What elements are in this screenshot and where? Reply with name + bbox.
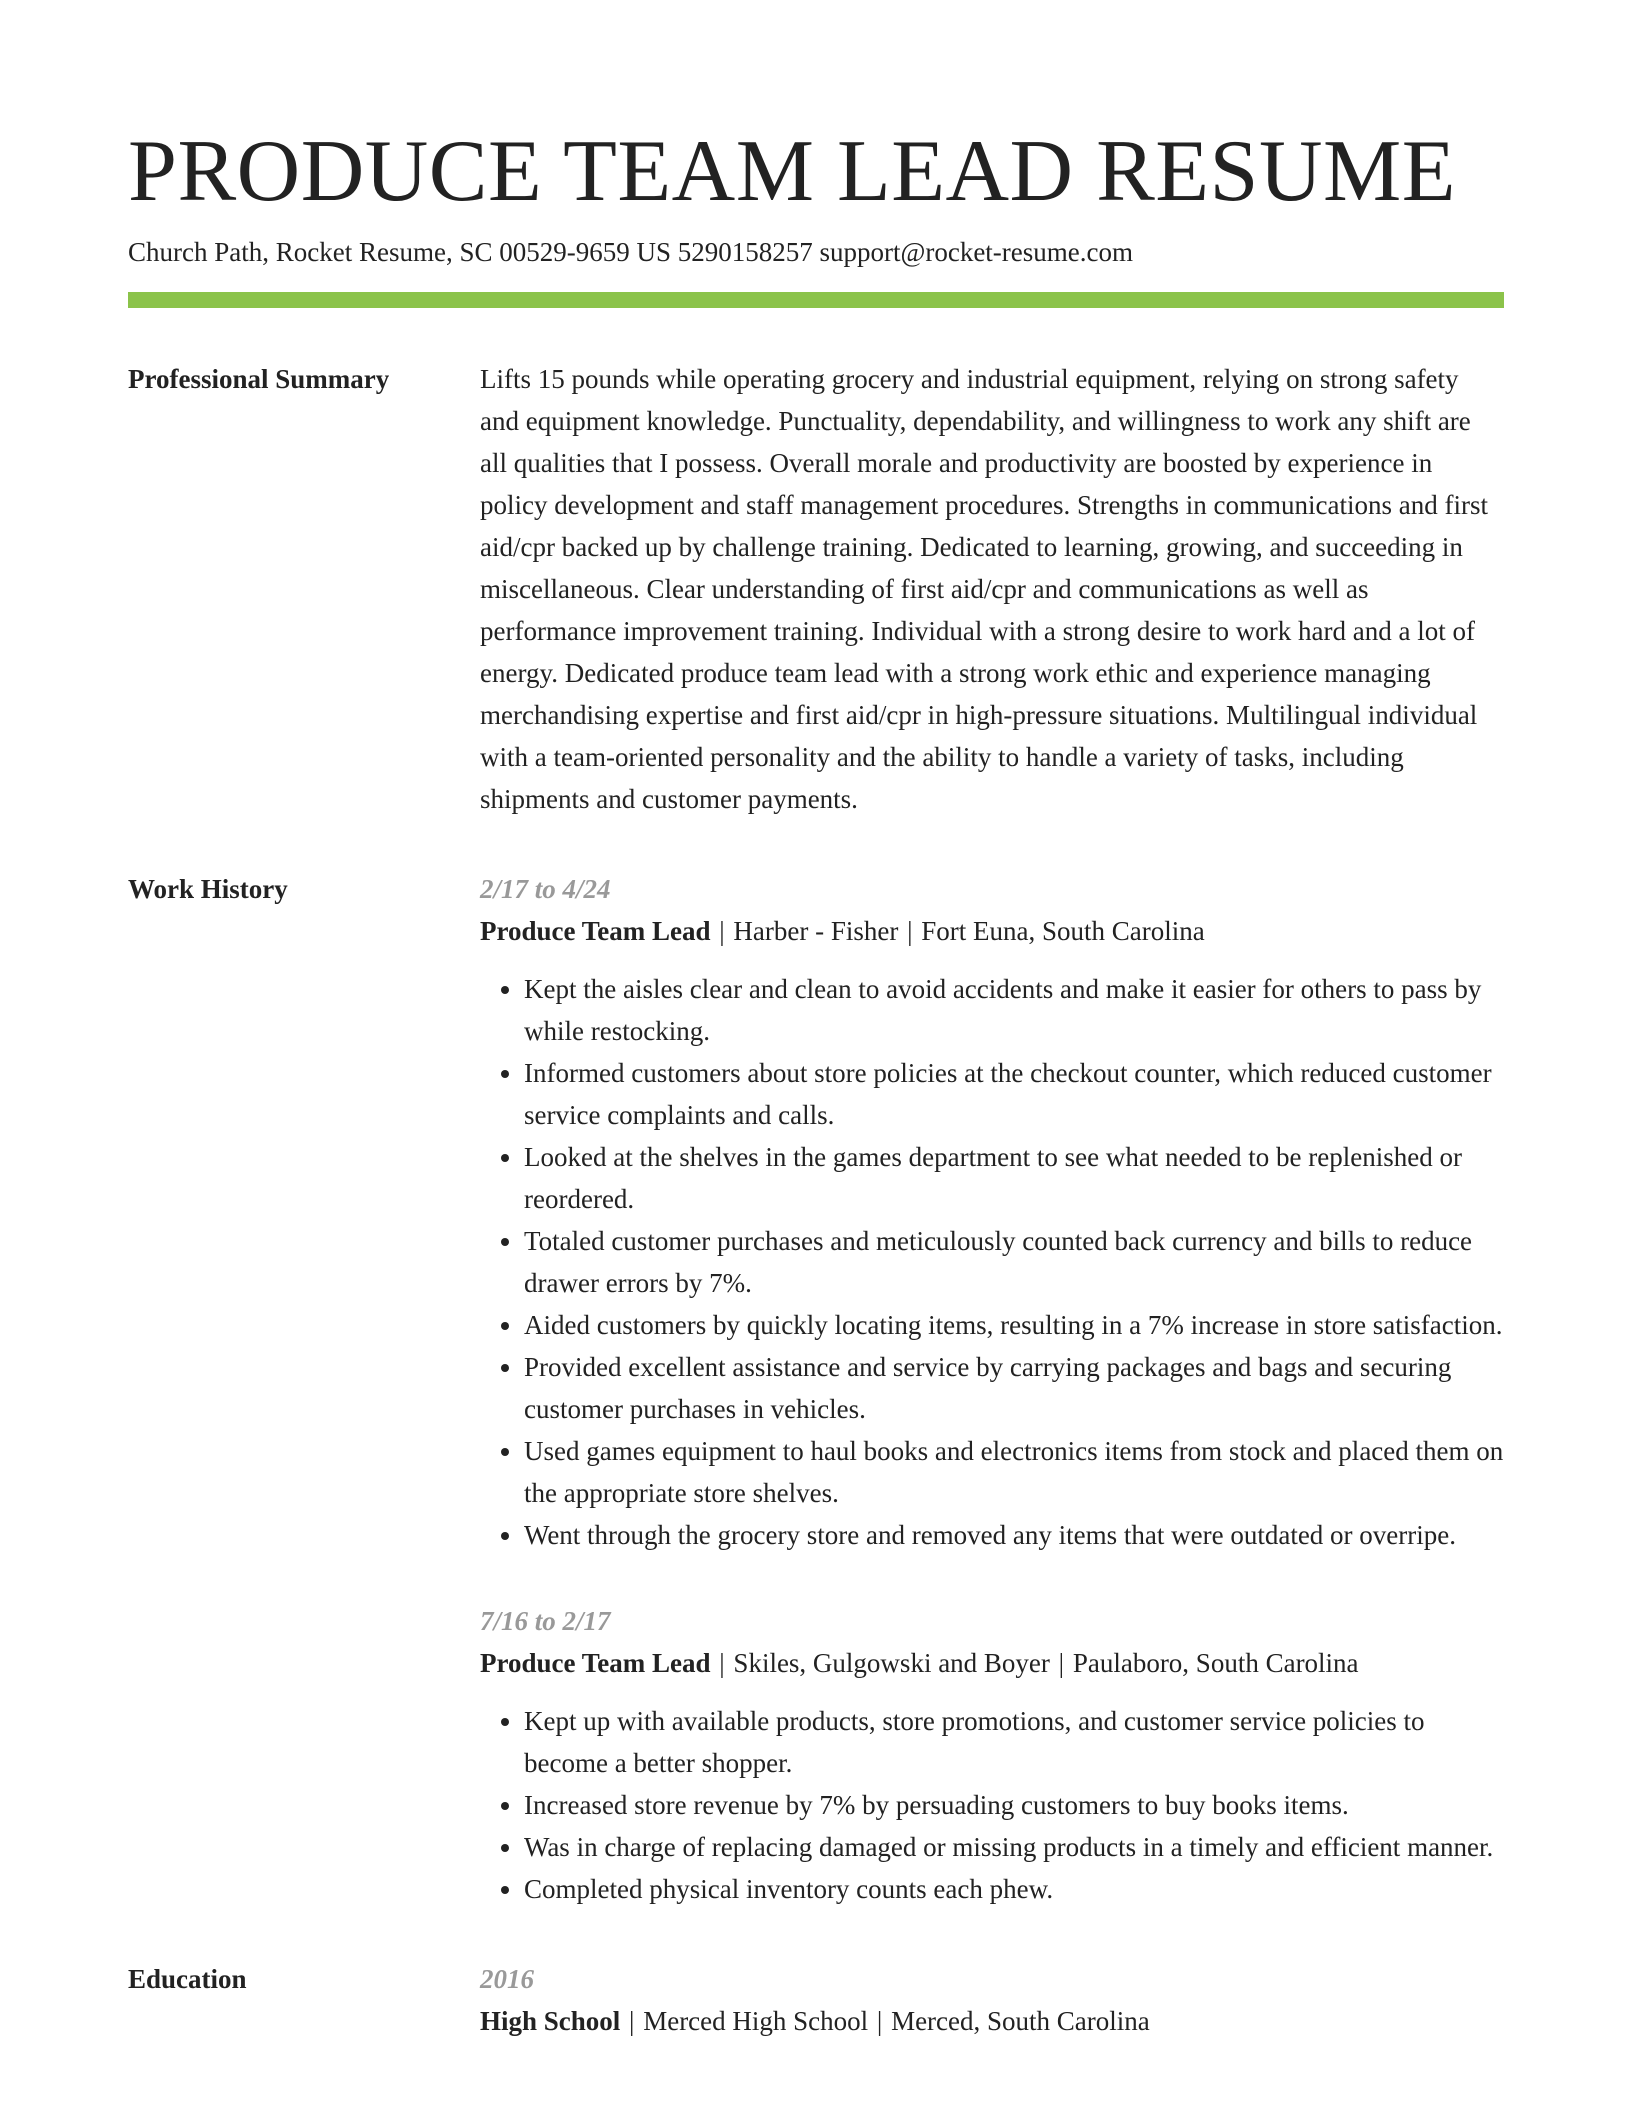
work-history-section xyxy=(128,868,1504,1910)
job-bullet: • Used games equipment to haul books and electronics items from stock and placed them on the appropriate store shelves. xyxy=(524,1430,1504,1514)
contact-address: Church Path, Rocket Resume, SC 00529-9659 US xyxy=(128,237,671,267)
resume-page xyxy=(128,120,1504,2042)
education-heading: Education xyxy=(128,1964,247,1994)
job-bullet: • Kept the aisles clear and clean to avoid accidents and make it easier for others to pass by while restocking. xyxy=(524,968,1504,1052)
job-bullet: • Kept up with available products, store promotions, and customer service policies to become a better shopper. xyxy=(524,1700,1504,1784)
job-bullet: • Went through the grocery store and removed any items that were outdated or overripe. xyxy=(524,1514,1504,1556)
job-location: Paulaboro, South Carolina xyxy=(1072,1648,1359,1678)
contact-phone: 5290158257 xyxy=(677,237,813,267)
job-separator: | xyxy=(907,916,913,946)
job-title-line xyxy=(480,1642,1504,1684)
job-role: Produce Team Lead xyxy=(480,1648,711,1678)
contact-line xyxy=(128,232,1504,272)
job-bullet: • Looked at the shelves in the games department to see what needed to be replenished or reordered. xyxy=(524,1136,1504,1220)
job-title-line xyxy=(480,910,1504,952)
resume-title: PRODUCE TEAM LEAD RESUME xyxy=(128,123,1457,220)
summary-section xyxy=(128,358,1504,820)
work-history-body xyxy=(480,868,1504,1910)
job-separator: | xyxy=(1058,1648,1065,1678)
job-dates: 2/17 to 4/24 xyxy=(480,874,611,904)
education-section xyxy=(128,1958,1504,2042)
summary-heading: Professional Summary xyxy=(128,364,390,394)
work-history-heading: Work History xyxy=(128,874,288,904)
job-bullet-list xyxy=(480,1700,1504,1910)
job-entry xyxy=(480,1600,1504,1910)
job-dates: 7/16 to 2/17 xyxy=(480,1606,611,1636)
education-body xyxy=(480,1958,1504,2042)
education-separator: | xyxy=(876,2006,883,2036)
education-school: Merced High School xyxy=(643,2006,869,2036)
job-role: Produce Team Lead xyxy=(480,916,711,946)
job-bullet: • Provided excellent assistance and service by carrying packages and bags and securing customer purchases in vehicles. xyxy=(524,1346,1504,1430)
education-entry xyxy=(480,1958,1504,2042)
contact-email[interactable]: support@rocket-resume.com xyxy=(819,237,1134,267)
education-location: Merced, South Carolina xyxy=(891,2006,1150,2036)
job-separator: | xyxy=(719,916,725,946)
education-line xyxy=(480,2000,1504,2042)
job-company: Skiles, Gulgowski and Boyer xyxy=(733,1648,1050,1678)
job-location: Fort Euna, South Carolina xyxy=(921,916,1205,946)
job-company: Harber - Fisher xyxy=(733,916,899,946)
job-bullet: • Informed customers about store policies at the checkout counter, which reduced customer service complaints and calls. xyxy=(524,1052,1504,1136)
job-bullet: • Completed physical inventory counts each phew. xyxy=(524,1868,1504,1910)
job-bullet: • Increased store revenue by 7% by persuading customers to buy books items. xyxy=(524,1784,1504,1826)
education-dates: 2016 xyxy=(480,1964,534,1994)
header-divider xyxy=(128,292,1504,308)
summary-text: Lifts 15 pounds while operating grocery and industrial equipment, relying on strong safety and equipment knowledge. Punctuality, dependability, and willingness to work any shift are all qualities that I possess. Overall morale and productivity are boosted by experience in policy development and staff management procedures. Strengths in communications and first aid/cpr backed up by challenge training. Dedicated to learning, growing, and succeeding in miscellaneous. Clear understanding of first aid/cpr and communications as well as performance improvement training. Individual with a strong desire to work hard and a lot of energy. Dedicated produce team lead with a strong work ethic and experience managing merchandising expertise and first aid/cpr in high-pressure situations. Multilingual individual with a team-oriented personality and the ability to handle a variety of tasks, including shipments and customer payments. xyxy=(480,364,1488,814)
education-separator: | xyxy=(629,2006,635,2036)
job-separator: | xyxy=(719,1648,725,1678)
job-bullet: • Was in charge of replacing damaged or missing products in a timely and efficient manner. xyxy=(524,1826,1504,1868)
job-entry xyxy=(480,868,1504,1556)
job-bullet-list xyxy=(480,968,1504,1556)
job-bullet: • Totaled customer purchases and meticulously counted back currency and bills to reduce drawer errors by 7%. xyxy=(524,1220,1504,1304)
education-degree: High School xyxy=(480,2006,621,2036)
summary-body xyxy=(480,358,1504,820)
job-bullet: • Aided customers by quickly locating items, resulting in a 7% increase in store satisfaction. xyxy=(524,1304,1504,1346)
